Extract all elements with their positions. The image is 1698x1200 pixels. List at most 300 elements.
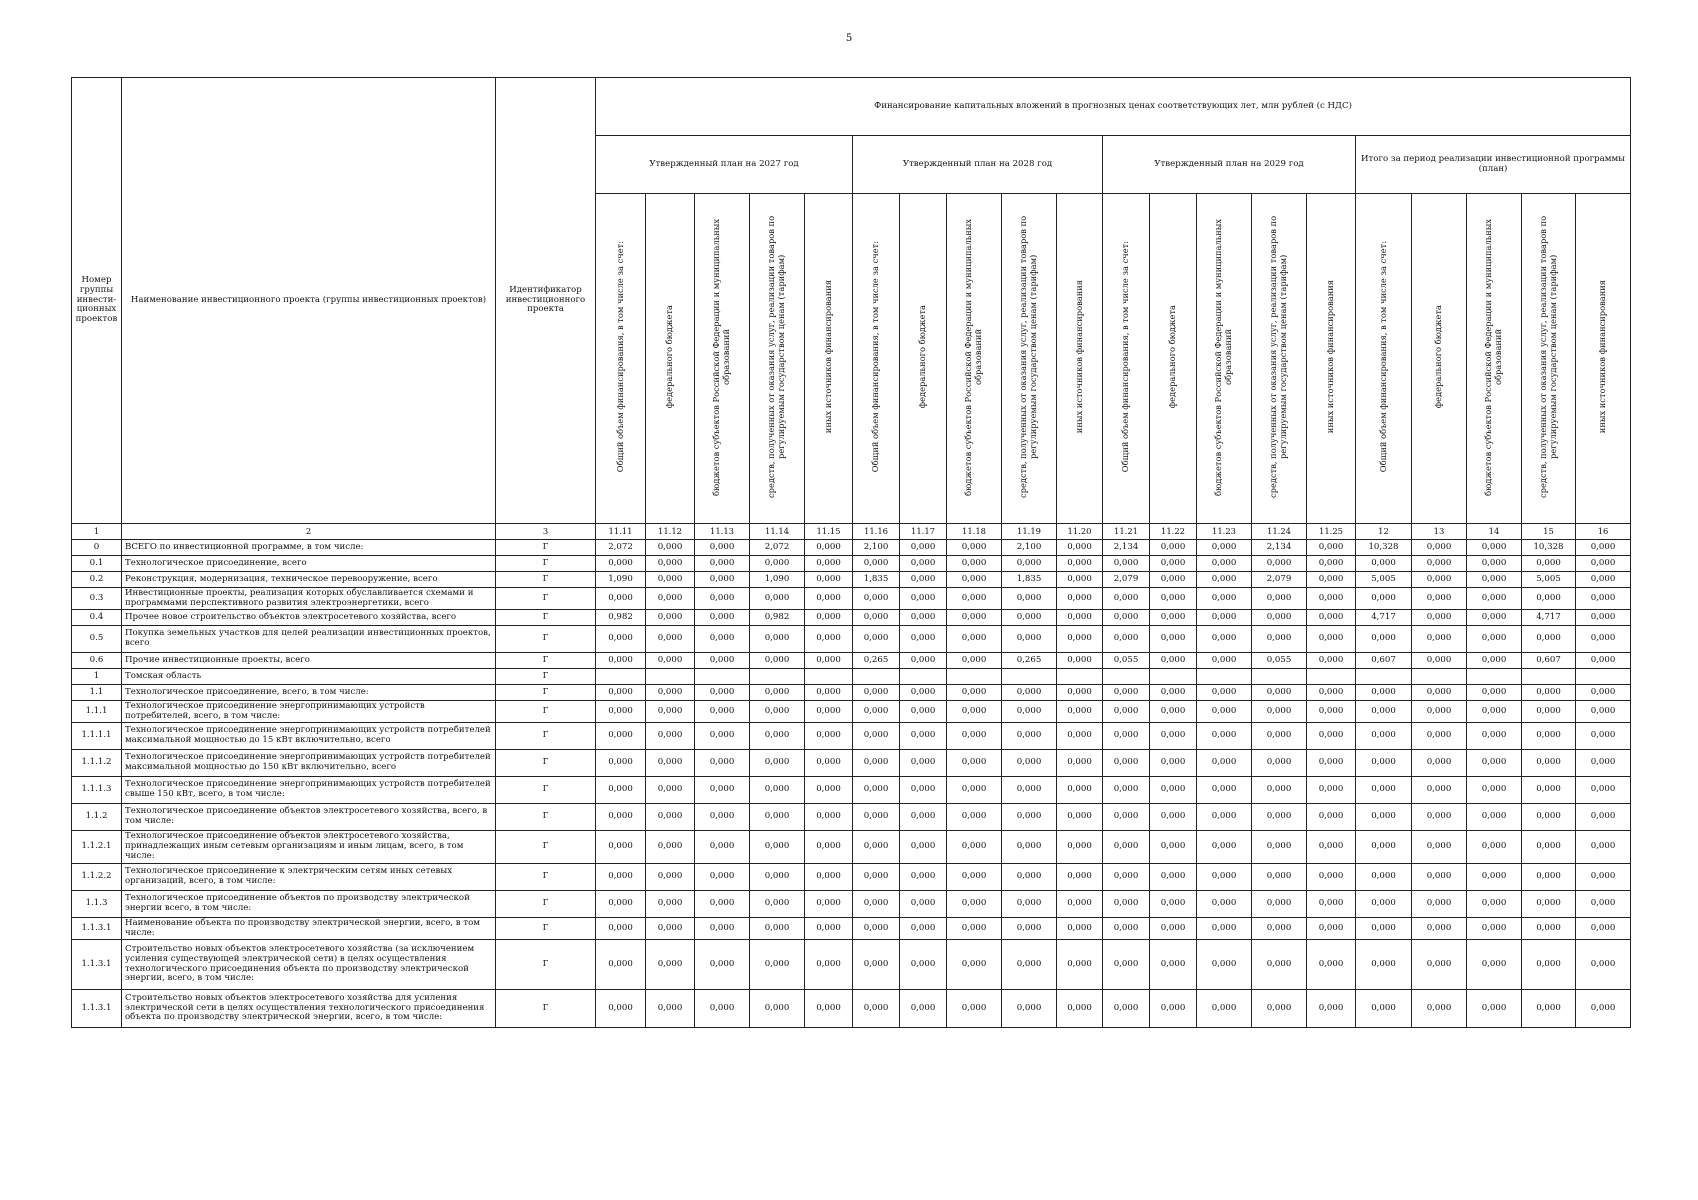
row-number: 1.1.3 <box>72 891 122 918</box>
value-cell: 0,000 <box>1252 610 1307 626</box>
subheader-2029-1 <box>1103 194 1150 524</box>
value-cell: 0,000 <box>1576 918 1631 940</box>
value-cell: 0,000 <box>1150 540 1197 556</box>
value-cell <box>1057 669 1103 685</box>
value-cell: 0,000 <box>1467 540 1522 556</box>
value-cell: 0,000 <box>1002 626 1057 653</box>
value-cell: 0,000 <box>1576 777 1631 804</box>
row-identifier: Г <box>496 777 596 804</box>
value-cell: 0,000 <box>1576 653 1631 669</box>
table-row <box>72 777 1631 804</box>
column-number: 11.22 <box>1150 524 1197 540</box>
value-cell: 0,000 <box>1002 588 1057 610</box>
value-cell: 0,000 <box>1197 777 1252 804</box>
value-cell: 0,000 <box>1356 777 1412 804</box>
row-identifier: Г <box>496 540 596 556</box>
value-cell: 0,000 <box>1252 626 1307 653</box>
value-cell: 0,000 <box>1057 750 1103 777</box>
header-period-total: Итого за период реализации инвестиционной программы (план) <box>1356 136 1631 194</box>
value-cell: 0,000 <box>1150 701 1197 723</box>
row-identifier: Г <box>496 864 596 891</box>
value-cell: 0,000 <box>646 626 695 653</box>
row-name: Технологическое присоединение энергопринимающих устройств потребителей, всего, в том числе: <box>122 701 496 723</box>
value-cell: 0,000 <box>596 556 646 572</box>
value-cell: 0,982 <box>750 610 805 626</box>
value-cell: 0,000 <box>1467 685 1522 701</box>
value-cell: 0,000 <box>1522 723 1576 750</box>
row-identifier: Г <box>496 990 596 1028</box>
value-cell: 0,000 <box>695 918 750 940</box>
value-cell: 0,000 <box>1252 685 1307 701</box>
table-row <box>72 556 1631 572</box>
value-cell: 0,000 <box>1150 918 1197 940</box>
table-row <box>72 918 1631 940</box>
value-cell: 0,000 <box>853 723 900 750</box>
table-row <box>72 588 1631 610</box>
value-cell: 0,000 <box>1150 831 1197 864</box>
subheader-label: иных источников финансирования <box>1325 279 1336 434</box>
value-cell <box>1002 669 1057 685</box>
subheader-2028-3 <box>947 194 1002 524</box>
value-cell: 0,000 <box>805 610 853 626</box>
value-cell: 0,000 <box>1197 831 1252 864</box>
value-cell: 0,000 <box>1522 626 1576 653</box>
column-number: 3 <box>496 524 596 540</box>
row-number: 0.6 <box>72 653 122 669</box>
value-cell: 0,000 <box>646 685 695 701</box>
value-cell: 0,000 <box>1467 750 1522 777</box>
value-cell: 2,134 <box>1103 540 1150 556</box>
value-cell: 0,000 <box>947 940 1002 990</box>
value-cell: 0,000 <box>853 750 900 777</box>
value-cell: 0,000 <box>1252 723 1307 750</box>
value-cell: 0,000 <box>1002 918 1057 940</box>
value-cell: 0,000 <box>1307 540 1356 556</box>
subheader-label: федерального бюджета <box>1167 304 1178 409</box>
value-cell: 0,000 <box>646 653 695 669</box>
value-cell: 0,000 <box>1467 990 1522 1028</box>
value-cell: 0,000 <box>750 723 805 750</box>
value-cell: 0,000 <box>1576 940 1631 990</box>
table-row <box>72 804 1631 831</box>
value-cell: 0,000 <box>1412 701 1467 723</box>
value-cell: 0,000 <box>1522 891 1576 918</box>
value-cell: 0,000 <box>750 750 805 777</box>
value-cell: 0,000 <box>1412 918 1467 940</box>
value-cell: 0,000 <box>1057 777 1103 804</box>
value-cell: 0,000 <box>695 831 750 864</box>
row-number: 1.1 <box>72 685 122 701</box>
value-cell: 0,000 <box>596 918 646 940</box>
value-cell <box>1150 669 1197 685</box>
value-cell: 0,000 <box>1356 891 1412 918</box>
value-cell: 2,134 <box>1252 540 1307 556</box>
column-number: 11.16 <box>853 524 900 540</box>
subheader-label: бюджетов субъектов Российской Федерации и муниципальных образований <box>1213 218 1233 496</box>
value-cell: 0,000 <box>1576 685 1631 701</box>
value-cell: 0,000 <box>1412 990 1467 1028</box>
value-cell: 0,000 <box>596 940 646 990</box>
value-cell: 0,000 <box>853 777 900 804</box>
column-number: 11.24 <box>1252 524 1307 540</box>
value-cell: 0,000 <box>805 685 853 701</box>
table-row <box>72 831 1631 864</box>
column-number: 11.13 <box>695 524 750 540</box>
value-cell: 0,000 <box>646 831 695 864</box>
value-cell: 0,000 <box>1412 572 1467 588</box>
row-identifier: Г <box>496 804 596 831</box>
row-name: Технологическое присоединение энергопринимающих устройств потребителей максимальной мощностью до 15 кВт включительно, всего <box>122 723 496 750</box>
row-number: 1.1.3.1 <box>72 940 122 990</box>
value-cell: 0,000 <box>1103 940 1150 990</box>
value-cell: 0,000 <box>1307 723 1356 750</box>
subheader-label: бюджетов субъектов Российской Федерации и муниципальных образований <box>711 218 731 496</box>
value-cell: 0,000 <box>646 540 695 556</box>
column-number: 15 <box>1522 524 1576 540</box>
value-cell: 0,000 <box>1002 777 1057 804</box>
value-cell: 0,000 <box>1002 940 1057 990</box>
value-cell: 0,000 <box>1150 750 1197 777</box>
value-cell: 0,000 <box>1412 804 1467 831</box>
value-cell <box>1412 669 1467 685</box>
table-row <box>72 990 1631 1028</box>
value-cell: 0,000 <box>1057 685 1103 701</box>
value-cell: 0,000 <box>1057 701 1103 723</box>
row-number: 0.2 <box>72 572 122 588</box>
value-cell: 0,000 <box>853 891 900 918</box>
subheader-label: федерального бюджета <box>664 304 675 409</box>
value-cell: 0,000 <box>947 723 1002 750</box>
value-cell: 0,000 <box>1103 556 1150 572</box>
value-cell: 0,000 <box>1197 540 1252 556</box>
value-cell: 0,000 <box>1522 990 1576 1028</box>
value-cell: 0,000 <box>805 864 853 891</box>
value-cell: 0,000 <box>695 723 750 750</box>
row-identifier: Г <box>496 626 596 653</box>
value-cell: 0,000 <box>947 990 1002 1028</box>
value-cell: 0,000 <box>1467 723 1522 750</box>
value-cell: 0,000 <box>1576 572 1631 588</box>
value-cell: 0,000 <box>646 918 695 940</box>
row-number: 1.1.2.2 <box>72 864 122 891</box>
value-cell: 0,000 <box>853 831 900 864</box>
value-cell: 0,000 <box>1197 864 1252 891</box>
subheader-total-2 <box>1412 194 1467 524</box>
value-cell: 0,000 <box>1103 918 1150 940</box>
value-cell: 0,000 <box>646 701 695 723</box>
column-number: 11.17 <box>900 524 947 540</box>
value-cell: 0,000 <box>1576 626 1631 653</box>
row-name: Реконструкция, модернизация, техническое перевооружение, всего <box>122 572 496 588</box>
subheader-label: иных источников финансирования <box>1073 279 1084 434</box>
value-cell: 0,000 <box>1103 610 1150 626</box>
value-cell: 0,000 <box>695 556 750 572</box>
value-cell: 0,000 <box>1197 556 1252 572</box>
value-cell: 0,000 <box>1197 804 1252 831</box>
value-cell: 0,000 <box>900 940 947 990</box>
value-cell: 0,000 <box>750 831 805 864</box>
value-cell <box>947 669 1002 685</box>
value-cell: 10,328 <box>1356 540 1412 556</box>
subheader-label: средств, полученных от оказания услуг, реализации товаров по регулируемым государством ценам (тарифам) <box>766 215 786 498</box>
value-cell: 0,000 <box>750 701 805 723</box>
subheader-label: иных источников финансирования <box>1597 279 1608 434</box>
value-cell <box>900 669 947 685</box>
value-cell: 0,000 <box>1576 864 1631 891</box>
value-cell: 0,000 <box>646 777 695 804</box>
subheader-2029-4 <box>1252 194 1307 524</box>
row-number: 0.1 <box>72 556 122 572</box>
value-cell: 0,000 <box>596 723 646 750</box>
value-cell: 0,000 <box>1576 804 1631 831</box>
value-cell: 0,000 <box>1197 572 1252 588</box>
row-number: 1 <box>72 669 122 685</box>
value-cell: 0,000 <box>1057 610 1103 626</box>
value-cell: 0,000 <box>853 940 900 990</box>
table-row <box>72 891 1631 918</box>
subheader-2029-2 <box>1150 194 1197 524</box>
value-cell: 0,000 <box>1307 653 1356 669</box>
value-cell: 0,000 <box>1197 701 1252 723</box>
value-cell: 0,000 <box>1412 588 1467 610</box>
value-cell: 0,000 <box>1002 804 1057 831</box>
table-row <box>72 701 1631 723</box>
value-cell <box>646 669 695 685</box>
value-cell: 0,000 <box>1103 723 1150 750</box>
value-cell: 0,000 <box>1412 685 1467 701</box>
value-cell: 0,000 <box>805 588 853 610</box>
value-cell: 10,328 <box>1522 540 1576 556</box>
value-cell: 0,000 <box>596 990 646 1028</box>
value-cell: 0,000 <box>1307 701 1356 723</box>
value-cell: 0,000 <box>1307 831 1356 864</box>
row-identifier: Г <box>496 831 596 864</box>
row-name: Строительство новых объектов электросетевого хозяйства для усиления электрической сети в целях осуществления технологического присоединения объекта по производству электрической энергии, всего, в том числе: <box>122 990 496 1028</box>
value-cell: 0,000 <box>1103 831 1150 864</box>
value-cell: 0,000 <box>1057 940 1103 990</box>
value-cell: 0,000 <box>805 891 853 918</box>
value-cell: 0,000 <box>1467 610 1522 626</box>
value-cell: 0,000 <box>750 588 805 610</box>
value-cell: 0,000 <box>853 918 900 940</box>
value-cell: 0,000 <box>596 864 646 891</box>
value-cell: 0,000 <box>853 685 900 701</box>
header-period-2029: Утвержденный план на 2029 год <box>1103 136 1356 194</box>
value-cell: 0,000 <box>805 540 853 556</box>
row-number: 0 <box>72 540 122 556</box>
subheader-2028-1 <box>853 194 900 524</box>
value-cell: 0,000 <box>1467 864 1522 891</box>
value-cell: 0,000 <box>1356 685 1412 701</box>
value-cell: 0,000 <box>1412 940 1467 990</box>
value-cell: 0,000 <box>1467 653 1522 669</box>
value-cell: 0,000 <box>900 990 947 1028</box>
value-cell: 0,000 <box>1576 831 1631 864</box>
value-cell: 0,000 <box>805 831 853 864</box>
table-row <box>72 540 1631 556</box>
value-cell: 0,000 <box>1103 891 1150 918</box>
value-cell: 0,000 <box>1252 918 1307 940</box>
value-cell: 0,000 <box>750 777 805 804</box>
value-cell: 0,000 <box>900 540 947 556</box>
value-cell: 0,000 <box>1103 804 1150 831</box>
value-cell: 0,000 <box>853 701 900 723</box>
row-identifier: Г <box>496 588 596 610</box>
row-number: 0.3 <box>72 588 122 610</box>
value-cell: 0,000 <box>1252 750 1307 777</box>
value-cell: 0,000 <box>695 572 750 588</box>
value-cell: 0,000 <box>947 626 1002 653</box>
value-cell <box>695 669 750 685</box>
column-number: 11.12 <box>646 524 695 540</box>
value-cell: 0,000 <box>1522 831 1576 864</box>
subheader-label: Общий объем финансирования, в том числе за счет: <box>1377 240 1388 473</box>
value-cell <box>750 669 805 685</box>
value-cell: 0,000 <box>1002 701 1057 723</box>
row-number: 0.5 <box>72 626 122 653</box>
header-project-id: Идентификатор инвестиционного проекта <box>496 78 596 524</box>
value-cell: 0,000 <box>900 610 947 626</box>
value-cell: 0,055 <box>1252 653 1307 669</box>
value-cell: 0,000 <box>750 804 805 831</box>
subheader-label: средств, полученных от оказания услуг, реализации товаров по регулируемым государством ценам (тарифам) <box>1018 215 1038 498</box>
value-cell: 0,000 <box>695 540 750 556</box>
value-cell: 1,835 <box>853 572 900 588</box>
value-cell: 0,000 <box>1522 685 1576 701</box>
value-cell <box>805 669 853 685</box>
value-cell: 0,000 <box>646 990 695 1028</box>
value-cell: 5,005 <box>1356 572 1412 588</box>
row-name: Прочие инвестиционные проекты, всего <box>122 653 496 669</box>
value-cell: 0,000 <box>1252 891 1307 918</box>
value-cell: 0,000 <box>646 891 695 918</box>
value-cell: 0,000 <box>1467 588 1522 610</box>
value-cell: 0,000 <box>1522 556 1576 572</box>
value-cell: 0,000 <box>1252 990 1307 1028</box>
subheader-total-3 <box>1467 194 1522 524</box>
value-cell: 0,000 <box>1150 864 1197 891</box>
subheader-total-1 <box>1356 194 1412 524</box>
value-cell: 0,000 <box>947 701 1002 723</box>
row-identifier: Г <box>496 669 596 685</box>
value-cell: 0,000 <box>805 653 853 669</box>
row-identifier: Г <box>496 556 596 572</box>
value-cell: 0,000 <box>1412 540 1467 556</box>
value-cell: 0,000 <box>1356 556 1412 572</box>
value-cell: 4,717 <box>1522 610 1576 626</box>
value-cell: 0,000 <box>947 556 1002 572</box>
row-number: 1.1.3.1 <box>72 990 122 1028</box>
value-cell: 0,000 <box>1057 572 1103 588</box>
header-period-2027: Утвержденный план на 2027 год <box>596 136 853 194</box>
value-cell: 0,000 <box>1150 990 1197 1028</box>
value-cell: 0,000 <box>1467 777 1522 804</box>
row-name: Строительство новых объектов электросетевого хозяйства (за исключением усиления существующей электрической сети) в целях осуществления технологического присоединения объекта по производству электрической энергии, всего, в том числе: <box>122 940 496 990</box>
value-cell: 0,000 <box>695 804 750 831</box>
value-cell: 0,000 <box>1057 831 1103 864</box>
table-row <box>72 572 1631 588</box>
financing-table <box>71 77 1631 1028</box>
value-cell: 0,000 <box>596 750 646 777</box>
column-number: 11.25 <box>1307 524 1356 540</box>
value-cell: 0,000 <box>947 685 1002 701</box>
value-cell: 2,072 <box>596 540 646 556</box>
row-name: Прочее новое строительство объектов электросетевого хозяйства, всего <box>122 610 496 626</box>
value-cell: 0,000 <box>1522 588 1576 610</box>
header-financing: Финансирование капитальных вложений в прогнозных ценах соответствующих лет, млн рублей (с НДС) <box>596 78 1631 136</box>
value-cell: 0,000 <box>900 831 947 864</box>
value-cell: 0,000 <box>900 626 947 653</box>
value-cell: 0,000 <box>646 588 695 610</box>
value-cell <box>1197 669 1252 685</box>
row-identifier: Г <box>496 701 596 723</box>
value-cell: 0,000 <box>1057 556 1103 572</box>
subheader-total-5 <box>1576 194 1631 524</box>
subheader-label: федерального бюджета <box>1433 304 1444 409</box>
row-name: Технологическое присоединение объектов электросетевого хозяйства, принадлежащих иным сетевым организациям и иным лицам, всего, в том числе: <box>122 831 496 864</box>
value-cell: 0,000 <box>900 701 947 723</box>
value-cell: 0,000 <box>1522 804 1576 831</box>
column-number: 1 <box>72 524 122 540</box>
row-number: 1.1.1.2 <box>72 750 122 777</box>
value-cell: 0,000 <box>1057 918 1103 940</box>
value-cell: 0,000 <box>1522 701 1576 723</box>
table-row <box>72 940 1631 990</box>
value-cell: 0,000 <box>1103 750 1150 777</box>
value-cell: 0,000 <box>1057 653 1103 669</box>
value-cell: 0,000 <box>1467 556 1522 572</box>
row-name: Инвестиционные проекты, реализация которых обуславливается схемами и программами перспективного развития электроэнергетики, всего <box>122 588 496 610</box>
value-cell: 0,000 <box>1252 940 1307 990</box>
value-cell: 0,000 <box>1307 918 1356 940</box>
column-number: 11.19 <box>1002 524 1057 540</box>
value-cell: 0,000 <box>1307 777 1356 804</box>
value-cell: 0,000 <box>1197 653 1252 669</box>
value-cell: 0,000 <box>750 990 805 1028</box>
value-cell: 0,000 <box>1576 540 1631 556</box>
value-cell: 0,000 <box>1197 723 1252 750</box>
value-cell <box>1356 669 1412 685</box>
value-cell: 1,835 <box>1002 572 1057 588</box>
value-cell: 0,000 <box>947 572 1002 588</box>
row-number: 1.1.2 <box>72 804 122 831</box>
value-cell: 0,000 <box>750 626 805 653</box>
value-cell: 0,000 <box>900 556 947 572</box>
value-cell: 0,000 <box>1252 588 1307 610</box>
value-cell: 0,000 <box>1103 626 1150 653</box>
value-cell: 0,000 <box>1002 610 1057 626</box>
value-cell: 0,000 <box>900 918 947 940</box>
value-cell: 0,000 <box>1103 701 1150 723</box>
value-cell: 0,000 <box>853 990 900 1028</box>
value-cell: 0,000 <box>1002 556 1057 572</box>
value-cell: 0,000 <box>1467 572 1522 588</box>
value-cell: 0,000 <box>1307 572 1356 588</box>
row-name: Технологическое присоединение, всего, в том числе: <box>122 685 496 701</box>
row-identifier: Г <box>496 685 596 701</box>
value-cell: 0,000 <box>1412 864 1467 891</box>
value-cell: 0,000 <box>1002 891 1057 918</box>
column-number: 2 <box>122 524 496 540</box>
value-cell: 0,000 <box>1356 723 1412 750</box>
subheader-total-4 <box>1522 194 1576 524</box>
subheader-2027-4 <box>750 194 805 524</box>
column-number: 13 <box>1412 524 1467 540</box>
value-cell: 0,000 <box>1002 831 1057 864</box>
value-cell: 0,000 <box>1002 864 1057 891</box>
value-cell: 0,000 <box>1150 556 1197 572</box>
value-cell: 0,000 <box>695 750 750 777</box>
